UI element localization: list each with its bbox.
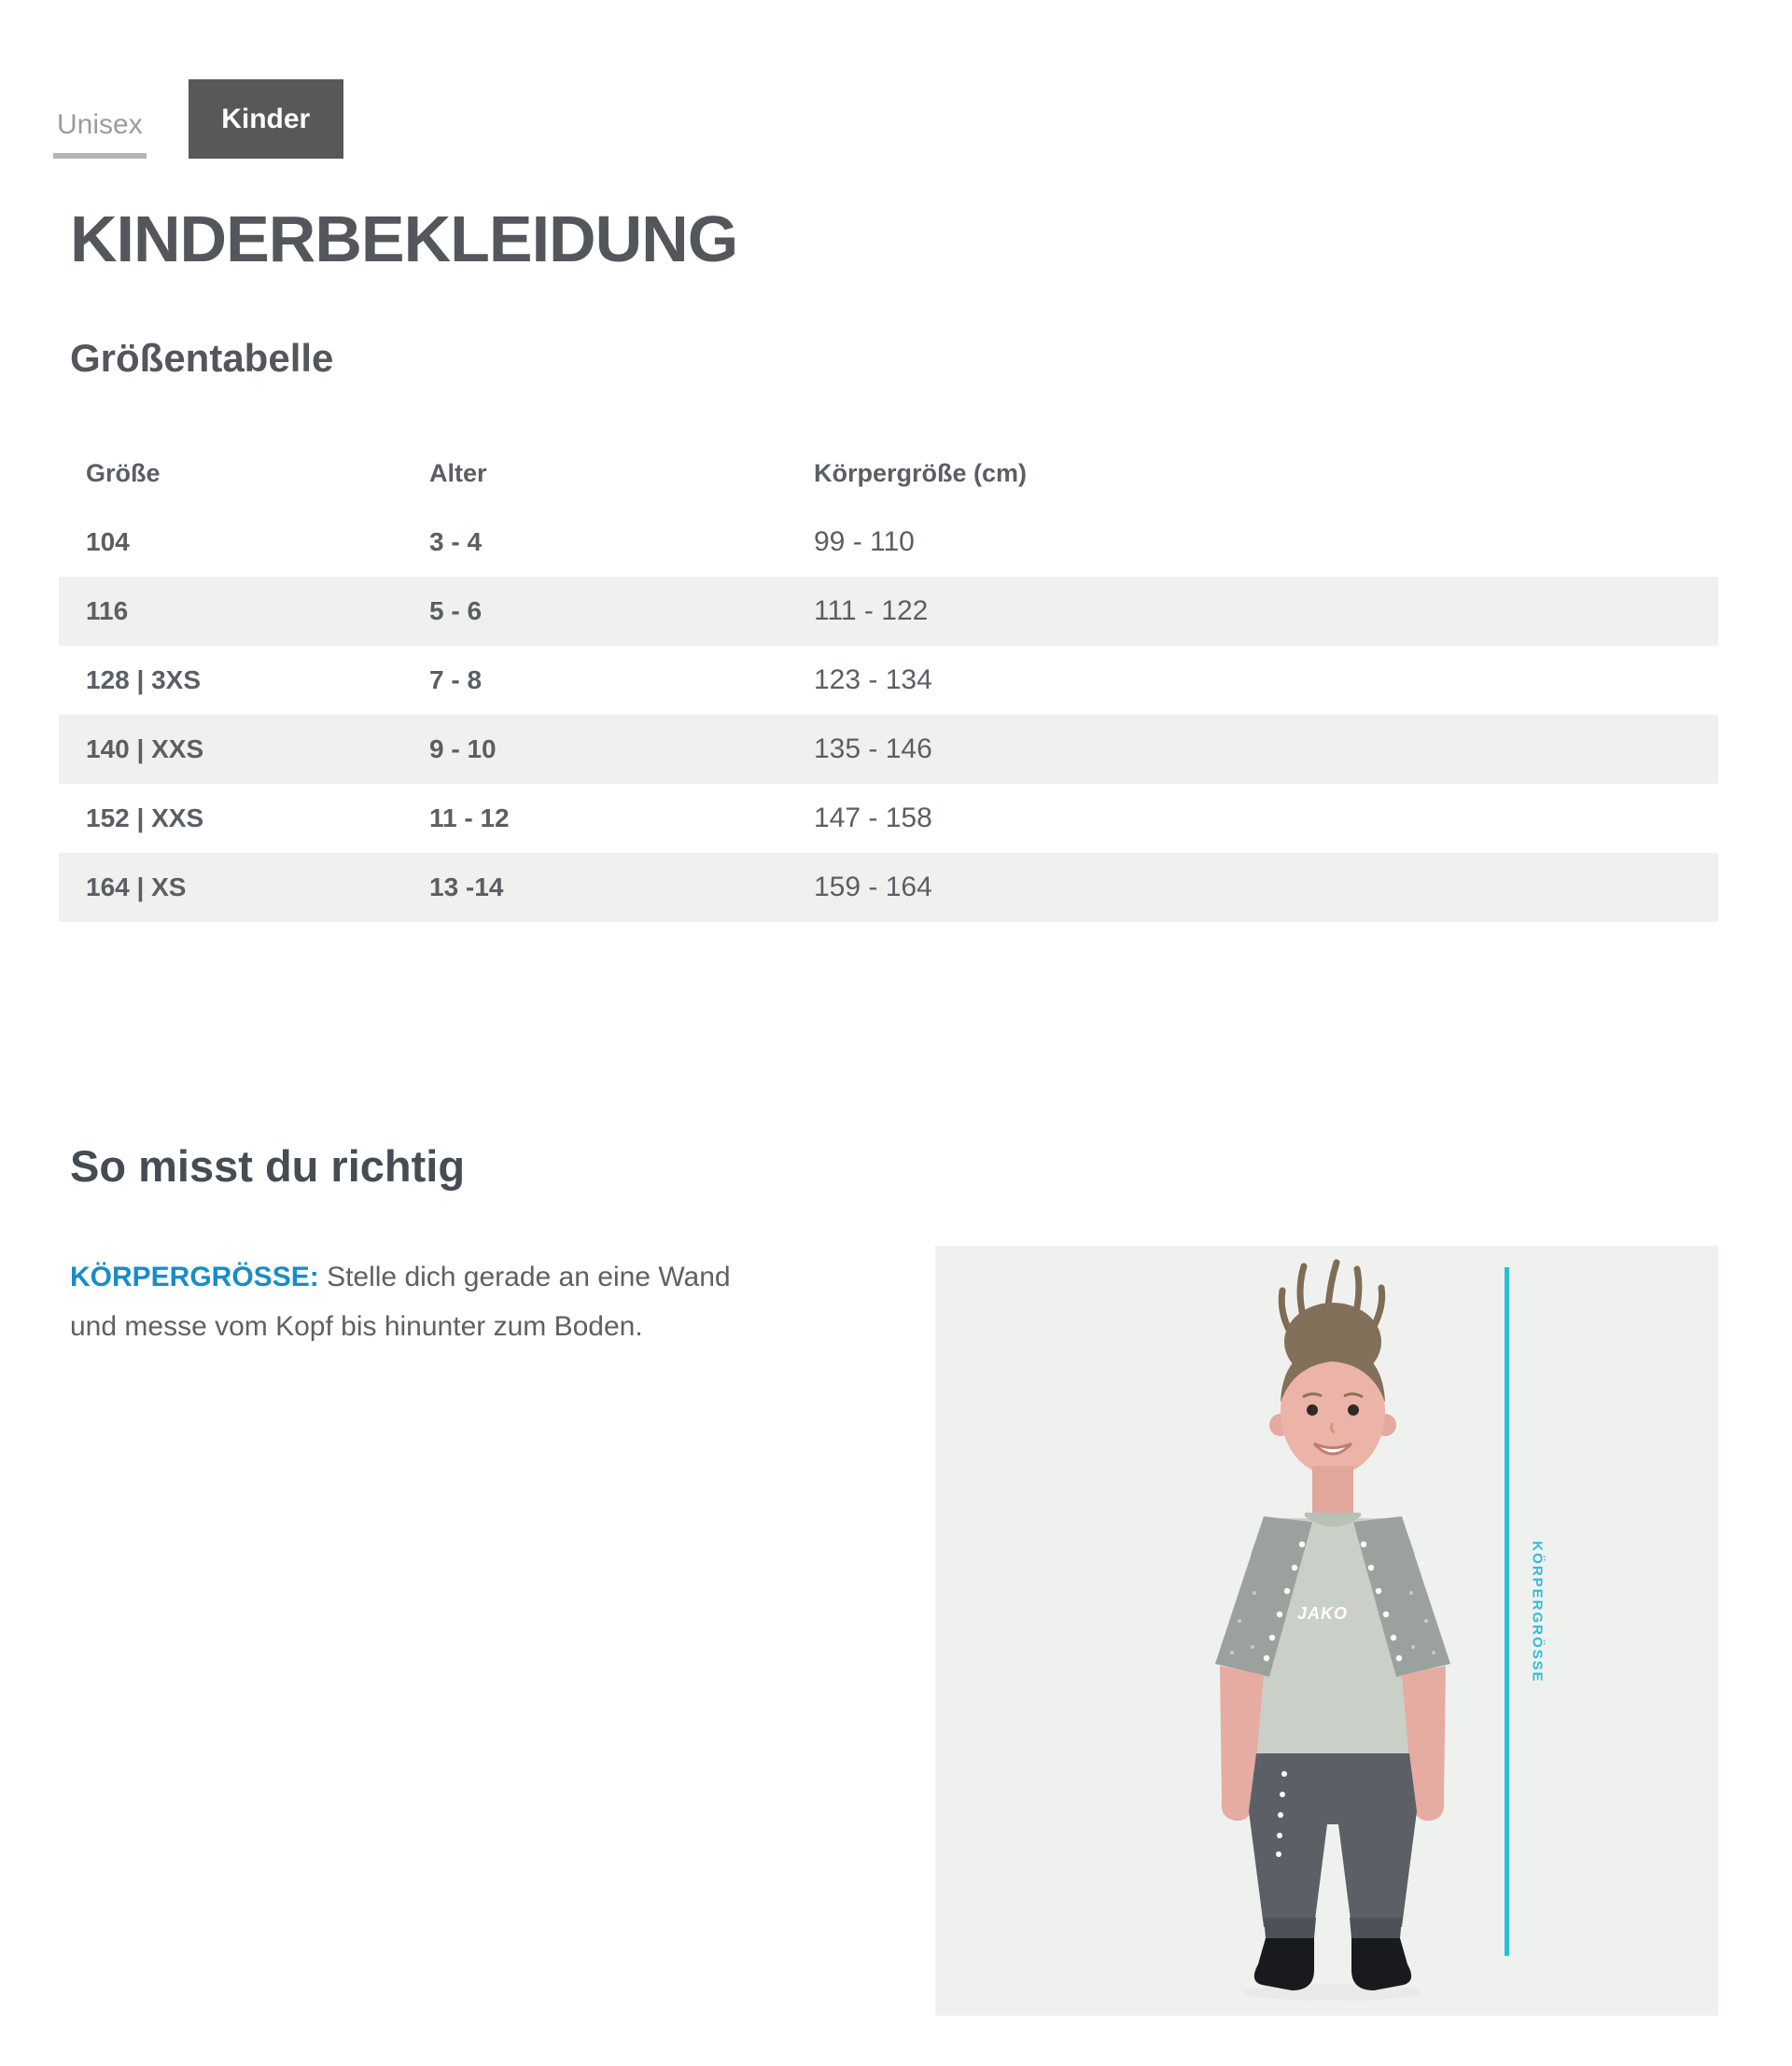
measure-line-label <box>1509 1267 1565 1956</box>
size-table <box>59 439 1718 922</box>
sock-left <box>1254 1938 1314 1990</box>
sock-right <box>1351 1938 1411 1990</box>
cell-alter: 11 - 12 <box>429 803 510 832</box>
cell-alter: 7 - 8 <box>429 665 483 694</box>
measuring-instructions <box>70 1252 731 1351</box>
cell-groesse: 128 | 3XS <box>86 665 202 694</box>
cell-koerpergroesse: 147 - 158 <box>814 803 932 833</box>
cell-alter: 3 - 4 <box>429 527 483 556</box>
instruction-text-2: und messe vom Kopf bis hinunter zum Boden. <box>70 1311 643 1342</box>
pants-cuff-right <box>1350 1918 1402 1938</box>
neck <box>1312 1466 1353 1515</box>
pants <box>1249 1753 1417 1927</box>
child-illustration <box>935 1246 1718 2016</box>
cell-koerpergroesse: 159 - 164 <box>814 872 932 902</box>
instruction-text-1: Stelle dich gerade an eine Wand <box>327 1262 731 1292</box>
cell-groesse: 164 | XS <box>86 872 187 901</box>
table-header-row <box>59 439 1718 508</box>
instruction-line-1 <box>70 1252 731 1302</box>
table-row <box>59 715 1718 784</box>
table-row <box>59 853 1718 922</box>
column-header-koerpergroesse: Körpergröße (cm) <box>814 458 1028 487</box>
measuring-heading: So misst du richtig <box>70 1141 466 1191</box>
table-row <box>59 508 1718 577</box>
instruction-line-2 <box>70 1302 731 1351</box>
cell-alter: 9 - 10 <box>429 734 497 763</box>
cell-alter: 5 - 6 <box>429 596 483 625</box>
table-row <box>59 784 1718 853</box>
cell-groesse: 152 | XXS <box>86 803 204 832</box>
cell-koerpergroesse: 123 - 134 <box>814 664 932 695</box>
shirt-logo-text: JAKO <box>1297 1604 1349 1623</box>
cell-koerpergroesse: 111 - 122 <box>814 595 929 626</box>
cell-koerpergroesse: 135 - 146 <box>814 733 932 764</box>
table-row <box>59 646 1718 715</box>
gender-tabs <box>53 79 343 159</box>
pants-cuff-left <box>1264 1918 1316 1938</box>
size-table-heading: Größentabelle <box>70 336 334 380</box>
cell-groesse: 104 <box>86 527 130 556</box>
column-header-groesse: Größe <box>86 458 161 487</box>
column-header-alter: Alter <box>429 458 487 487</box>
table-row <box>59 577 1718 646</box>
koerpergroesse-label: KÖRPERGRÖSSE: <box>70 1262 319 1292</box>
cell-koerpergroesse: 99 - 110 <box>814 526 915 557</box>
measure-line-label-text: KÖRPERGRÖSSE <box>1529 1540 1546 1683</box>
cell-alter: 13 -14 <box>429 872 504 901</box>
cell-groesse: 116 <box>86 596 129 625</box>
page-title: KINDERBEKLEIDUNG <box>70 202 738 275</box>
measuring-photo <box>935 1246 1718 2016</box>
cell-groesse: 140 | XXS <box>86 734 204 763</box>
tab-kinder[interactable]: Kinder <box>189 79 343 159</box>
tab-unisex[interactable]: Unisex <box>53 109 147 159</box>
